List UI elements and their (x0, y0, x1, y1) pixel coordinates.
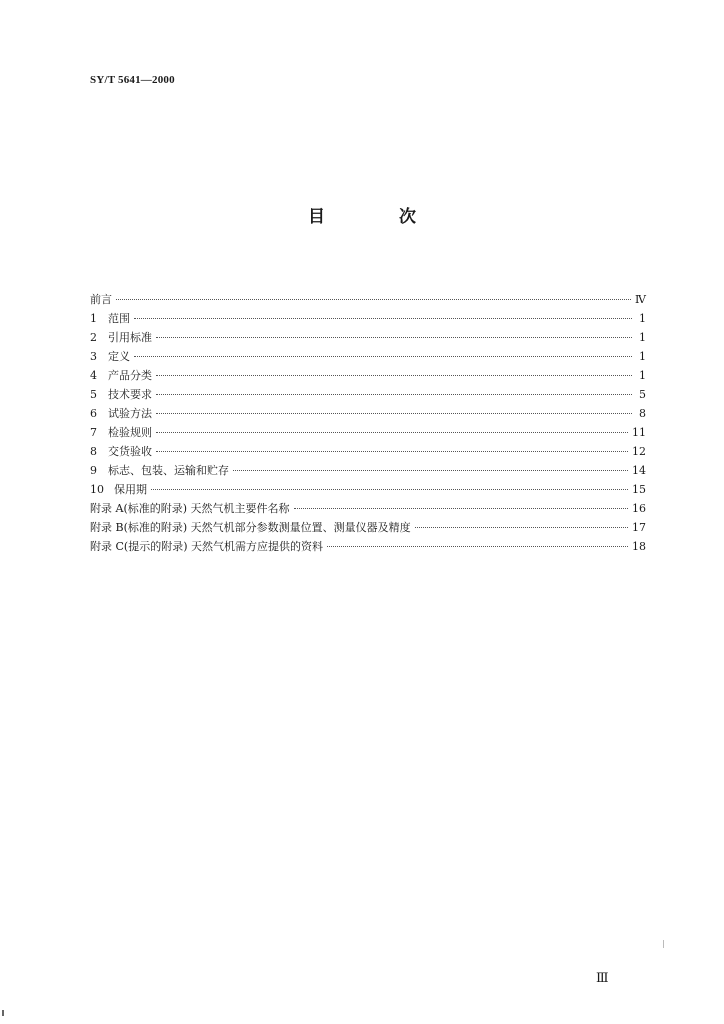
toc-entry-number: 5 (90, 388, 97, 401)
toc-entry-3[interactable] (90, 347, 646, 366)
toc-entry-text: 保用期 (114, 483, 147, 496)
toc-entry-page: 17 (632, 521, 646, 534)
toc-entry-page: 5 (639, 388, 646, 401)
table-of-contents (90, 290, 646, 556)
toc-entry-appendix-a[interactable] (90, 499, 646, 518)
toc-entry-text: 引用标准 (108, 331, 152, 344)
scan-artifact (663, 940, 664, 948)
toc-entry-text: 定义 (108, 350, 130, 363)
toc-entry-page: 1 (639, 369, 646, 382)
toc-leader-dots (156, 432, 628, 433)
toc-leader-dots (327, 546, 628, 547)
toc-leader-dots (415, 527, 628, 528)
toc-entry-text: 附录 A(标准的附录) 天然气机主要件名称 (90, 502, 290, 515)
toc-entry-9[interactable] (90, 461, 646, 480)
toc-entry-page: 8 (639, 407, 646, 420)
toc-entry-text: 产品分类 (108, 369, 152, 382)
toc-entry-page: 15 (632, 483, 646, 496)
toc-leader-dots (156, 394, 632, 395)
toc-entry-number: 4 (90, 369, 97, 382)
toc-entry-page: 12 (632, 445, 646, 458)
toc-entry-1[interactable] (90, 309, 646, 328)
toc-leader-dots (116, 299, 631, 300)
toc-entry-number: 8 (90, 445, 97, 458)
toc-entry-page: 14 (632, 464, 646, 477)
toc-entry-7[interactable] (90, 423, 646, 442)
toc-entry-2[interactable] (90, 328, 646, 347)
toc-entry-text: 交货验收 (108, 445, 152, 458)
toc-leader-dots (294, 508, 628, 509)
page-title: 目 次 (308, 207, 450, 227)
toc-entry-page: Ⅳ (635, 293, 646, 306)
toc-entry-number: 10 (90, 483, 104, 496)
toc-entry-foreword[interactable] (90, 290, 646, 309)
toc-entry-4[interactable] (90, 366, 646, 385)
toc-entry-8[interactable] (90, 442, 646, 461)
toc-leader-dots (156, 413, 632, 414)
toc-entry-page: 11 (632, 426, 646, 439)
toc-entry-page: 1 (639, 312, 646, 325)
toc-entry-page: 1 (639, 350, 646, 363)
toc-leader-dots (233, 470, 628, 471)
toc-entry-number: 2 (90, 331, 97, 344)
toc-entry-6[interactable] (90, 404, 646, 423)
toc-leader-dots (134, 356, 632, 357)
toc-entry-text: 前言 (90, 293, 112, 306)
toc-entry-text: 检验规则 (108, 426, 152, 439)
toc-entry-text: 标志、包装、运输和贮存 (108, 464, 229, 477)
toc-leader-dots (156, 375, 632, 376)
toc-entry-number: 7 (90, 426, 97, 439)
toc-entry-appendix-c[interactable] (90, 537, 646, 556)
toc-leader-dots (134, 318, 632, 319)
toc-entry-10[interactable] (90, 480, 646, 499)
toc-leader-dots (151, 489, 628, 490)
page-number: Ⅲ (596, 970, 609, 985)
toc-entry-5[interactable] (90, 385, 646, 404)
toc-entry-number: 6 (90, 407, 97, 420)
standard-code: SY/T 5641—2000 (90, 74, 175, 86)
toc-entry-number: 9 (90, 464, 97, 477)
toc-entry-text: 范围 (108, 312, 130, 325)
scan-artifact (2, 1010, 4, 1016)
toc-entry-text: 技术要求 (108, 388, 152, 401)
toc-entry-number: 1 (90, 312, 97, 325)
toc-entry-page: 18 (632, 540, 646, 553)
toc-entry-text: 附录 C(提示的附录) 天然气机需方应提供的资料 (90, 540, 323, 553)
toc-entry-page: 1 (639, 331, 646, 344)
toc-entry-number: 3 (90, 350, 97, 363)
toc-leader-dots (156, 337, 632, 338)
toc-entry-text: 试验方法 (108, 407, 152, 420)
toc-entry-text: 附录 B(标准的附录) 天然气机部分参数测量位置、测量仪器及精度 (90, 521, 411, 534)
toc-entry-appendix-b[interactable] (90, 518, 646, 537)
toc-entry-page: 16 (632, 502, 646, 515)
toc-leader-dots (156, 451, 628, 452)
